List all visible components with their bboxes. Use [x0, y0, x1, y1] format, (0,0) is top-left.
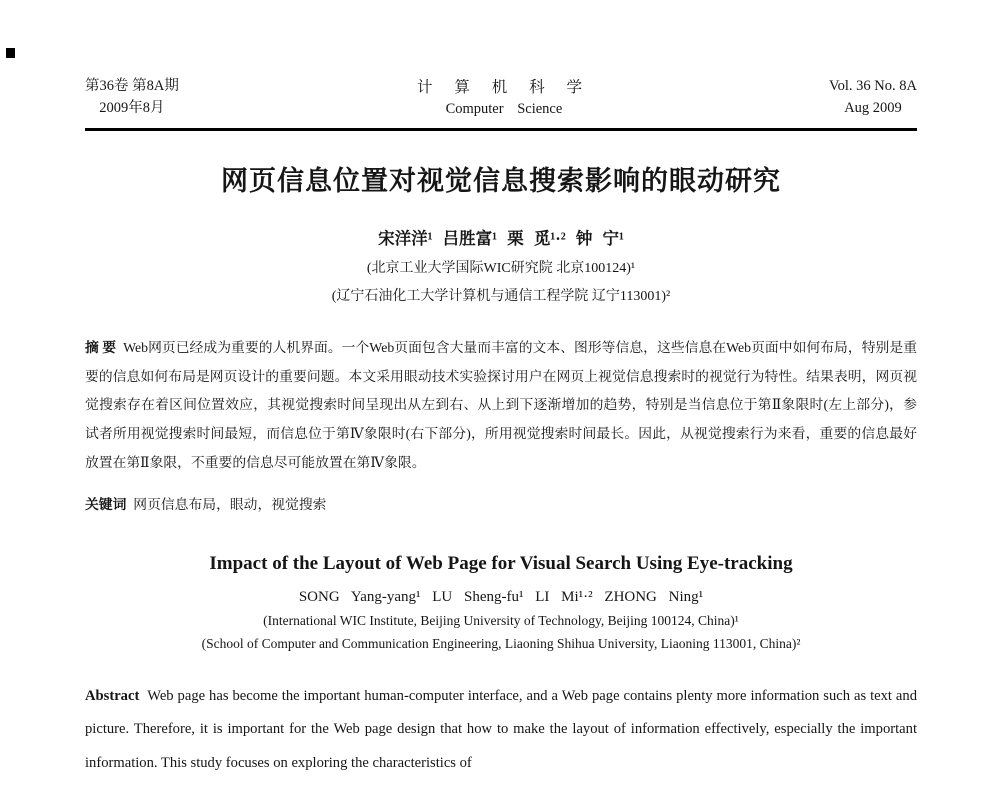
- issue-date-zh: 2009年8月: [99, 99, 165, 116]
- issue-volume-zh: 第36卷 第8A期: [85, 78, 179, 94]
- authors-en: SONG Yang-yang¹ LU Sheng-fu¹ LI Mi¹·² ZHONG Ning¹: [298, 588, 704, 605]
- authors-zh: 宋洋洋¹ 吕胜富¹ 栗 觅¹·² 钟 宁¹: [378, 229, 624, 248]
- journal-header: [85, 76, 917, 131]
- affiliation-en-1: (International WIC Institute, Beijing University of Technology, Beijing 100124, China)¹: [263, 612, 739, 628]
- keywords-zh: [85, 491, 917, 520]
- paper-page: [85, 76, 917, 795]
- paper-title-en: Impact of the Layout of Web Page for Visual Search Using Eye-tracking: [209, 552, 793, 574]
- scan-artifact: [6, 48, 15, 58]
- issue-info: [85, 76, 179, 120]
- paper-title-zh: 网页信息位置对视觉信息搜索影响的眼动研究: [221, 166, 781, 196]
- keywords-zh-label: 关键词: [85, 497, 127, 513]
- abstract-zh: [85, 334, 917, 477]
- journal-name-zh: 计 算 机 科 学: [416, 79, 591, 96]
- date-en: Aug 2009: [844, 99, 902, 116]
- abstract-zh-label: 摘 要: [85, 340, 117, 355]
- volume-info: [829, 76, 917, 120]
- abstract-en-text: Web page has become the important human-computer interface, and a Web page contains plenty more information such as text and picture. Therefore, it is important for the Web page design that how to make the layout of information effectively, especially the important information. This study focuses on exploring the characteristics of: [85, 687, 917, 772]
- affiliation-zh-2: (辽宁石油化工大学计算机与通信工程学院 辽宁113001)²: [331, 289, 671, 304]
- keywords-zh-text: 网页信息布局，眼动，视觉搜索: [133, 497, 327, 513]
- abstract-en: [85, 680, 917, 781]
- journal-name: [417, 76, 591, 121]
- abstract-en-label: Abstract: [85, 687, 140, 704]
- journal-name-en: Computer Science: [445, 101, 563, 118]
- affiliation-en-2: (School of Computer and Communication Engineering, Liaoning Shihua University, Liaoning 113001, China)²: [201, 635, 801, 651]
- volume-en: Vol. 36 No. 8A: [829, 78, 917, 94]
- abstract-zh-text: Web网页已经成为重要的人机界面。一个Web页面包含大量而丰富的文本、图形等信息，这些信息在Web页面中如何布局，特别是重要的信息如何布局是网页设计的重要问题。本文采用眼动技术实验探讨用户在网页上视觉信息搜索时的视觉行为特性。结果表明，网页视觉搜索存在着区间位置效应，其视觉搜索时间呈现出从左到右、从上到下逐渐增加的趋势，特别是当信息位于第Ⅱ象限时(左上部分)，参试者所用视觉搜索时间最短，而信息位于第Ⅳ象限时(右下部分)，所用视觉搜索时间最长。因此，从视觉搜索行为来看，重要的信息最好放置在第Ⅱ象限，不重要的信息尽可能放置在第Ⅳ象限。: [85, 340, 917, 470]
- affiliation-zh-1: (北京工业大学国际WIC研究院 北京100124)¹: [366, 261, 636, 276]
